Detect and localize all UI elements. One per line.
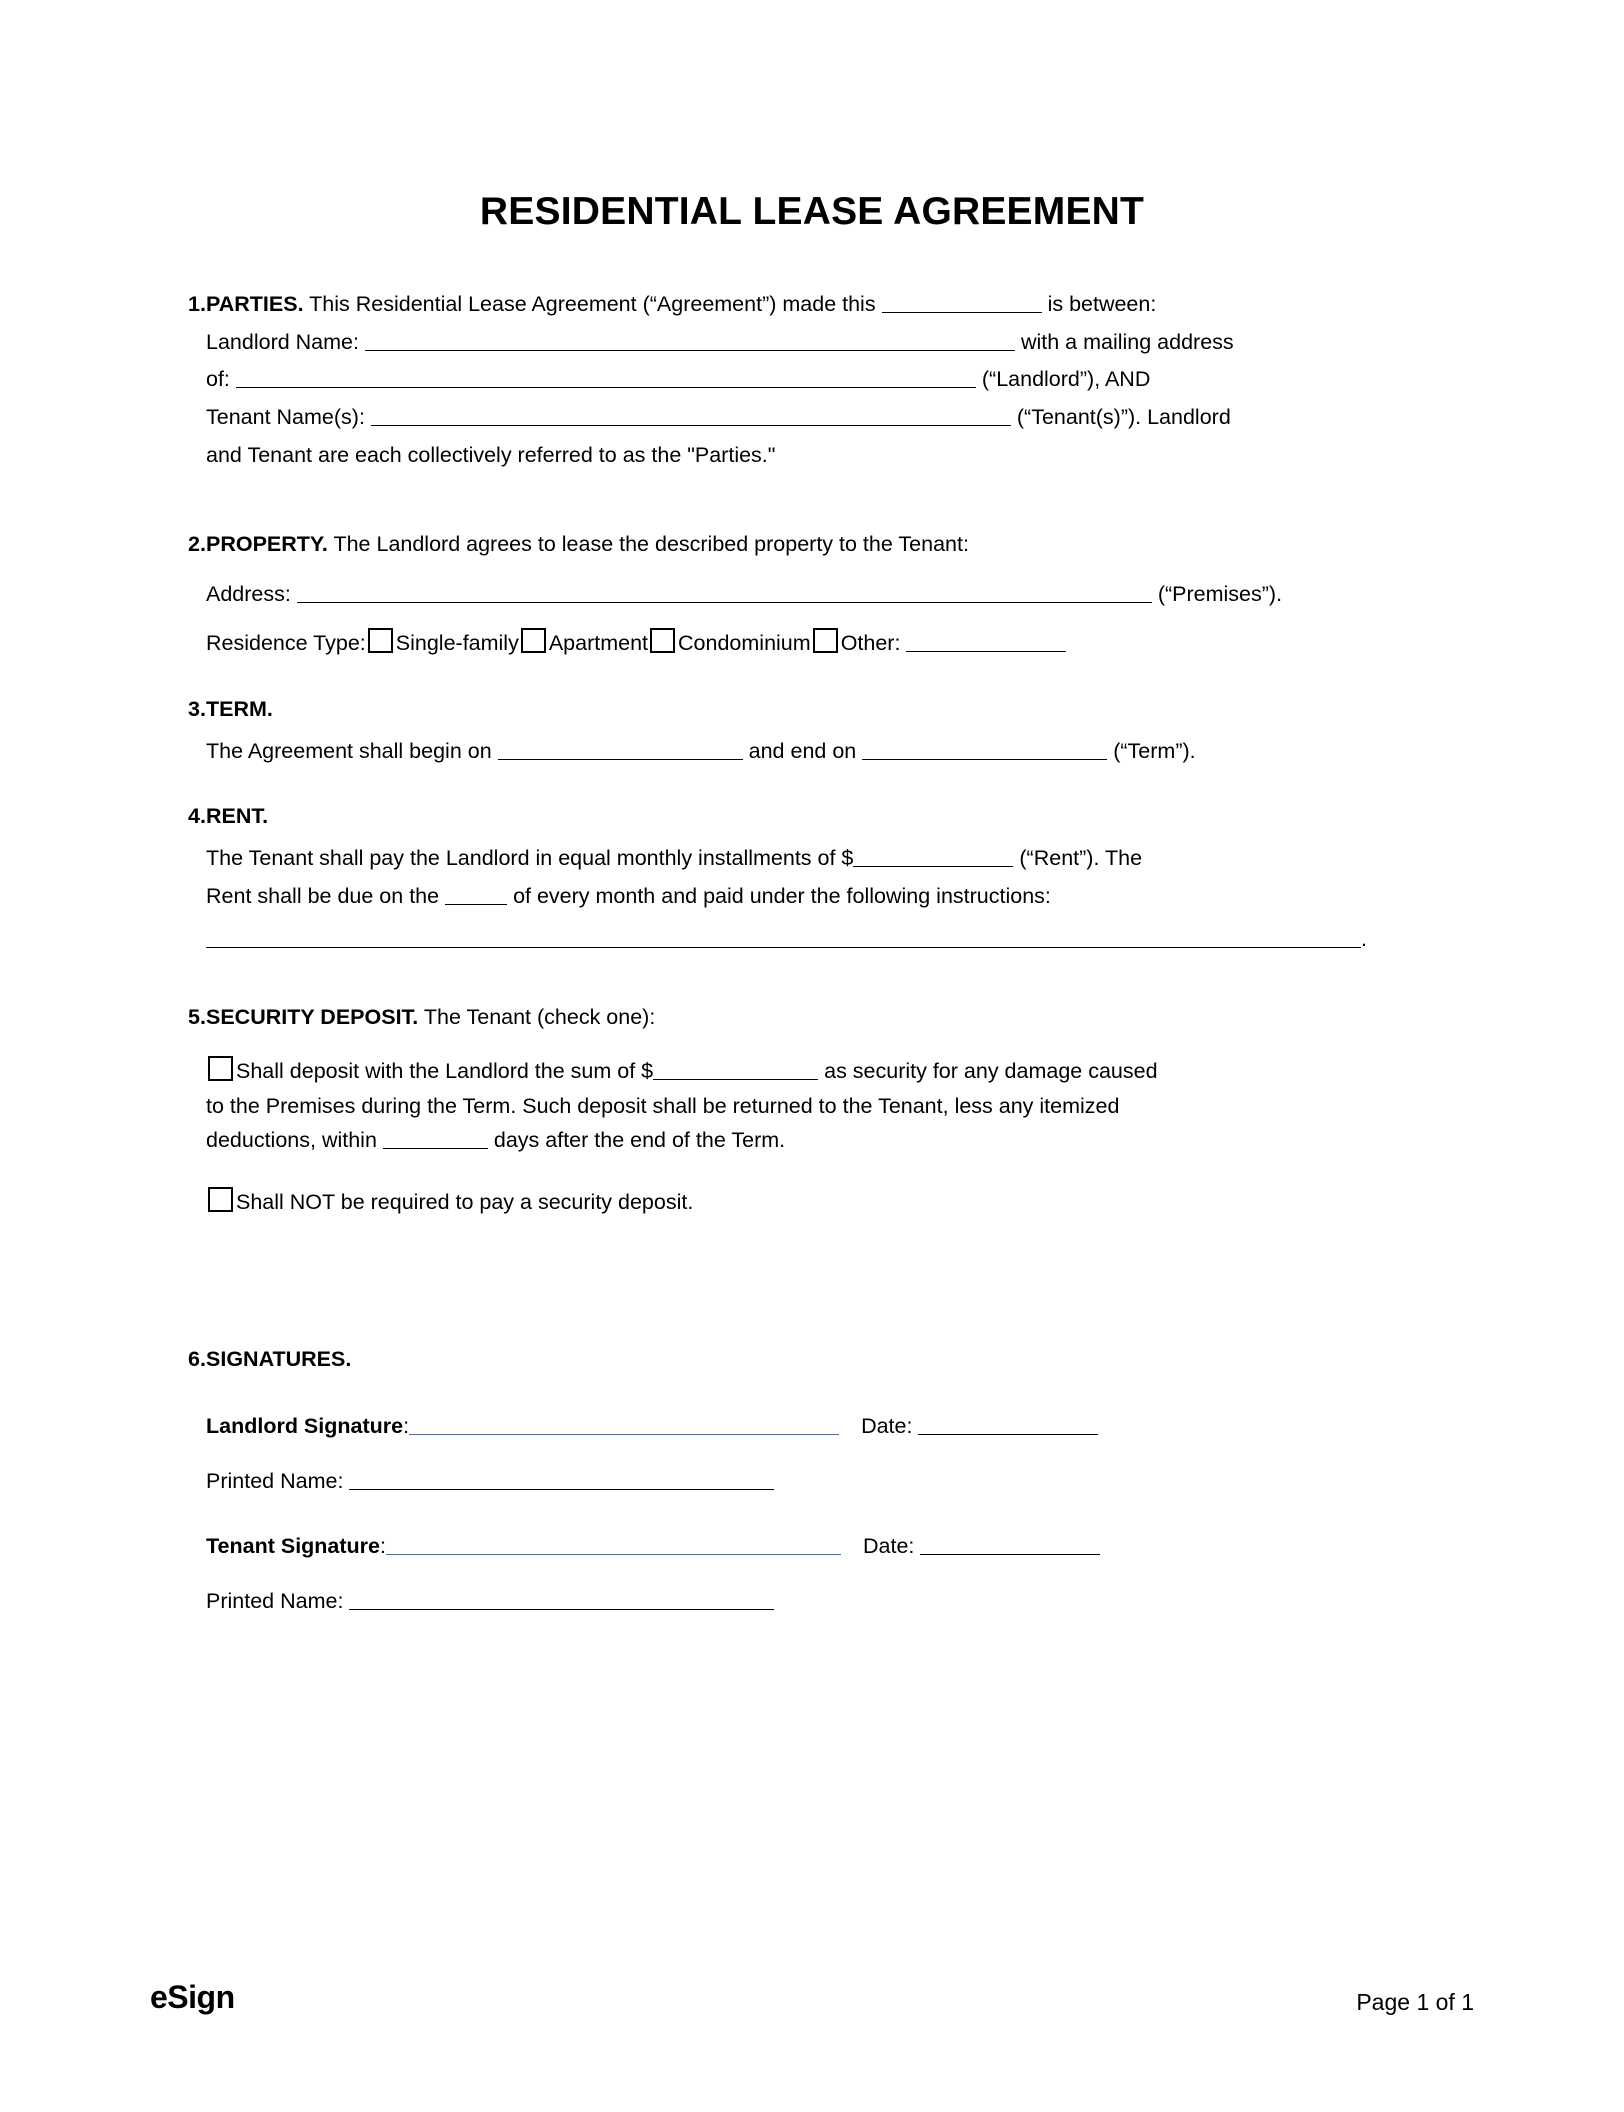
deposit-amount-field[interactable]	[653, 1057, 818, 1081]
rent-due-label: Rent shall be due on the	[206, 883, 440, 908]
landlord-printed-name-field[interactable]	[349, 1466, 774, 1490]
rent-instructions-line	[206, 921, 1474, 959]
landlord-name-tail: with a mailing address	[1020, 329, 1234, 354]
landlord-date-field[interactable]	[918, 1411, 1098, 1435]
tenant-signature-field[interactable]	[386, 1531, 841, 1555]
page-title: RESIDENTIAL LEASE AGREEMENT	[479, 190, 1145, 233]
term-tail: (“Term”).	[1113, 738, 1196, 763]
deposit-return-days-field[interactable]	[383, 1126, 488, 1150]
tenant-name-tail: (“Tenant(s)”). Landlord	[1016, 404, 1231, 429]
parties-intro: This Residential Lease Agreement (“Agreement”) made this	[303, 292, 876, 316]
parties-closing: and Tenant are each collectively referred to as the "Parties."	[206, 442, 776, 467]
rent-due-tail: of every month and paid under the following instructions:	[513, 883, 1051, 908]
property-intro: The Landlord agrees to lease the described property to the Tenant:	[327, 532, 969, 557]
property-address-label: Address:	[206, 581, 291, 606]
term-heading: TERM.	[206, 697, 273, 721]
landlord-date-label: Date:	[861, 1413, 913, 1438]
parties-line-2	[206, 324, 1474, 362]
property-address-field[interactable]	[297, 579, 1152, 603]
tenant-date-label: Date:	[862, 1533, 915, 1558]
rent-due-day-field[interactable]	[445, 881, 507, 905]
parties-line-4	[206, 399, 1474, 437]
section-number-3: 3.	[188, 697, 206, 721]
property-heading: PROPERTY.	[206, 532, 328, 557]
page-footer	[150, 1979, 1474, 2016]
residence-type-label: Residence Type:	[206, 631, 366, 656]
property-address-tail: (“Premises”).	[1157, 581, 1283, 606]
landlord-printed-name-label: Printed Name:	[206, 1468, 344, 1493]
section-number-1: 1.	[188, 292, 206, 316]
property-address-line	[206, 576, 1474, 614]
tenant-signature-row	[206, 1525, 1474, 1568]
security-deposit-intro: The Tenant (check one):	[418, 1004, 656, 1029]
checkbox-single-family[interactable]	[368, 628, 393, 653]
landlord-signature-row	[206, 1405, 1474, 1448]
checkbox-other[interactable]	[813, 628, 838, 653]
term-begin-label: The Agreement shall begin on	[206, 738, 492, 763]
tenant-printed-name-row	[206, 1580, 1474, 1623]
agreement-date-field[interactable]	[882, 289, 1042, 313]
security-deposit-line-1	[206, 999, 1474, 1037]
deposit-option-2-text: Shall NOT be required to pay a security deposit.	[236, 1189, 694, 1214]
deposit-option-1-text-b: as security for any damage caused	[824, 1059, 1158, 1084]
option-single-family: Single-family	[395, 631, 519, 656]
rent-body-line-2	[206, 878, 1474, 916]
checkbox-apartment[interactable]	[521, 628, 546, 653]
section-number-5: 5.	[188, 1004, 206, 1029]
tenant-name-label: Tenant Name(s):	[206, 404, 365, 429]
checkbox-condominium[interactable]	[650, 628, 675, 653]
option-apartment: Apartment	[548, 631, 649, 656]
security-deposit-heading: SECURITY DEPOSIT.	[206, 1004, 419, 1029]
residence-type-line	[206, 625, 1474, 663]
rent-body-line-1	[206, 840, 1474, 878]
brand-logo: eSign	[150, 1979, 235, 2015]
term-body	[206, 733, 1474, 771]
option-condominium: Condominium	[678, 631, 811, 656]
rent-amount-label: The Tenant shall pay the Landlord in equal monthly installments of $	[206, 845, 854, 870]
term-end-date-field[interactable]	[862, 736, 1107, 760]
section-parties	[150, 286, 1474, 474]
deposit-option-1-text-e: days after the end of the Term.	[493, 1128, 786, 1153]
rent-instructions-tail: .	[1361, 927, 1367, 952]
signature-block	[206, 1405, 1474, 1623]
landlord-name-field[interactable]	[365, 327, 1015, 351]
term-mid-label: and end on	[748, 738, 857, 763]
section-number-2: 2.	[188, 532, 206, 557]
section-term	[150, 691, 1474, 770]
section-number-6: 6.	[188, 1347, 206, 1372]
checkbox-deposit-not-required[interactable]	[208, 1187, 233, 1212]
landlord-name-label: Landlord Name:	[206, 329, 359, 354]
tenant-date-field[interactable]	[920, 1531, 1100, 1555]
tenant-printed-name-label: Printed Name:	[206, 1588, 344, 1613]
tenant-signature-colon: :	[380, 1533, 386, 1558]
checkbox-deposit-required[interactable]	[208, 1056, 233, 1081]
landlord-address-tail: (“Landlord”), AND	[981, 367, 1151, 392]
parties-line-1	[206, 286, 1474, 324]
section-property	[150, 526, 1474, 663]
landlord-signature-field[interactable]	[409, 1411, 839, 1435]
tenant-printed-name-field[interactable]	[349, 1586, 774, 1610]
rent-heading: RENT.	[206, 804, 269, 829]
deposit-option-1-text-c: to the Premises during the Term. Such deposit shall be returned to the Tenant, less any itemized	[206, 1093, 1120, 1118]
deposit-option-1-text-a: Shall deposit with the Landlord the sum of $	[236, 1059, 654, 1084]
tenant-signature-label: Tenant Signature	[206, 1533, 381, 1558]
landlord-address-field[interactable]	[236, 365, 976, 389]
option-other: Other:	[840, 631, 901, 656]
page-number: Page 1 of 1	[1356, 1989, 1474, 2015]
rent-amount-tail: (“Rent”). The	[1019, 845, 1143, 870]
rent-amount-field[interactable]	[853, 843, 1013, 867]
landlord-address-label: of:	[206, 367, 230, 392]
section-signatures	[150, 1341, 1474, 1623]
other-residence-field[interactable]	[906, 629, 1066, 653]
parties-line-3	[206, 361, 1474, 399]
security-deposit-option-1	[206, 1054, 1474, 1157]
signatures-heading: SIGNATURES.	[206, 1347, 352, 1372]
rent-instructions-field[interactable]	[206, 925, 1361, 949]
property-line-1	[206, 526, 1474, 564]
landlord-signature-colon: :	[403, 1413, 410, 1438]
security-deposit-option-2	[206, 1184, 1474, 1222]
tenant-name-field[interactable]	[371, 402, 1011, 426]
parties-heading: PARTIES.	[206, 292, 304, 316]
deposit-option-1-text-d: deductions, within	[206, 1128, 377, 1153]
section-security-deposit	[150, 999, 1474, 1221]
landlord-printed-name-row	[206, 1460, 1474, 1503]
term-start-date-field[interactable]	[498, 736, 743, 760]
section-rent	[150, 798, 1474, 959]
section-number-4: 4.	[188, 804, 206, 829]
parties-line-1-tail: is between:	[1047, 292, 1157, 316]
landlord-signature-label: Landlord Signature	[206, 1413, 404, 1438]
